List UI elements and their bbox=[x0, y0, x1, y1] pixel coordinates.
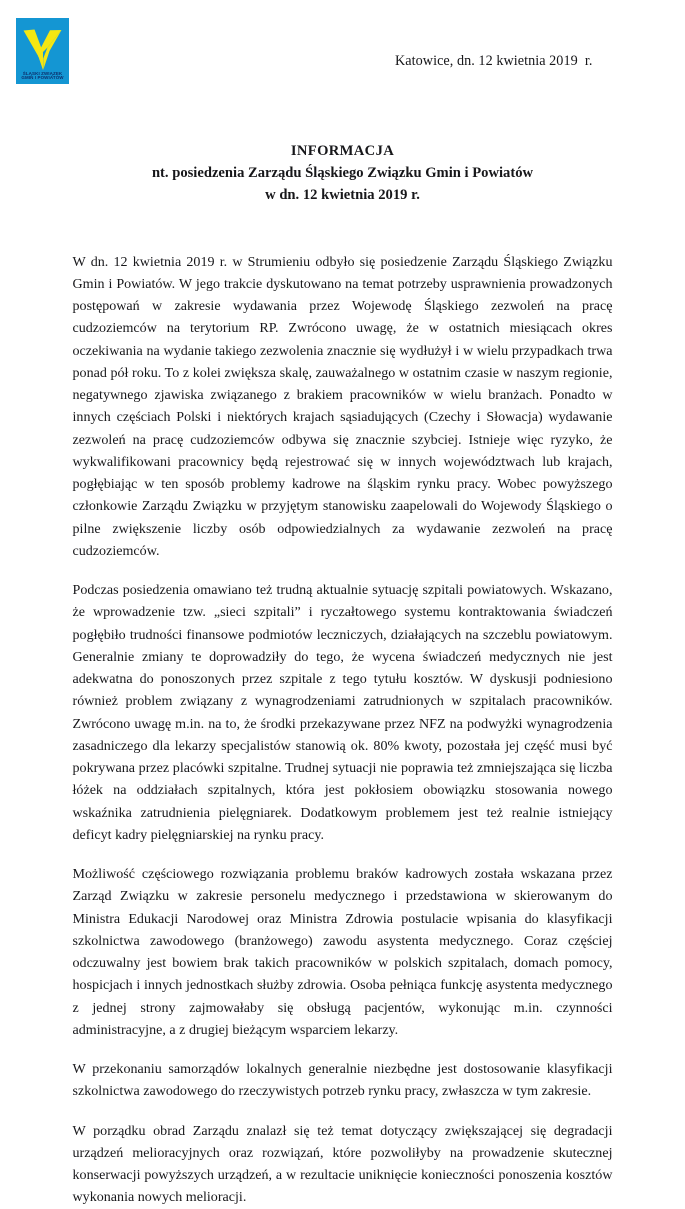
body-paragraph: W przekonaniu samorządów lokalnych generalnie niezbędne jest dostosowanie klasyfikacji szkolnictwa zawodowego do rzeczywistych potrzeb rynku pracy, zwłaszcza w tym zakresie. bbox=[72, 1061, 613, 1100]
title-line-subject: nt. posiedzenia Zarządu Śląskiego Związku Gmin i Powiatów bbox=[151, 165, 534, 182]
title-line-date: w dn. 12 kwietnia 2019 r. bbox=[265, 187, 420, 204]
organization-logo bbox=[16, 18, 69, 84]
title-line-informacja: INFORMACJA bbox=[290, 143, 395, 159]
document-header bbox=[0, 0, 685, 112]
logo-caption-line-2: GMIN I POWIATÓW bbox=[21, 75, 64, 81]
place-and-date: Katowice, dn. 12 kwietnia 2019 r. bbox=[395, 53, 593, 69]
document-title bbox=[73, 112, 613, 207]
body-paragraph: W porządku obrad Zarządu znalazł się też temat dotyczący zwiększającej się degradacji urządzeń melioracyjnych oraz rozwiązań, które pozwoliłyby na prowadzenie skutecznej konserwacji powyższych urządzeń, a w rezultacie uniknięcie konieczności ponoszenia kosztów wykonania nowych melioracji. bbox=[72, 1122, 613, 1206]
body-paragraph: W dn. 12 kwietnia 2019 r. w Strumieniu odbyło się posiedzenie Zarządu Śląskiego Związku Gmin i Powiatów. W jego trakcie dyskutowano na temat potrzeby usprawnienia prowadzonych postępowań w zakresie wydawania przez Wojewodę Śląskiego zezwoleń na pracę cudzoziemców na terytorium RP. Zwrócono uwagę, że w ostatnich miesiącach okres oczekiwania na wydanie takiego zezwolenia znacznie się wydłużył i w wielu przypadkach trwa ponad pół roku. To z kolei zwiększa skalę, zauważalnego w ostatnim czasie w naszym regionie, negatywnego zjawiska związanego z brakiem pracowników w wielu branżach. Ponadto w innych częściach Polski i niektórych krajach sąsiadujących (Czechy i Słowacja) wydawanie zezwoleń na pracę cudzoziemców odbywa się znacznie szybciej. Istnieje więc ryzyko, że wykwalifikowani pracownicy będą rejestrować się w innych województwach lub krajach, pogłębiając w ten sposób problemy kadrowe na śląskim rynku pracy. Wobec powyższego członkowie Zarządu Związku w przyjętym stanowisku zaapelowali do Wojewody Śląskiego o pilne zwiększenie liczby osób odpowiedzialnych za wydawanie zezwoleń na pracę cudzoziemców. bbox=[72, 253, 613, 559]
logo-caption-line-1: ŚLĄSKI ZWIĄZEK bbox=[22, 70, 63, 76]
body-paragraph: Podczas posiedzenia omawiano też trudną aktualnie sytuację szpitali powiatowych. Wskazano, że wprowadzenie tzw. „sieci szpitali” i ryczałtowego systemu kontraktowania świadczeń pogłębiło trudności finansowe podmiotów leczniczych, działających na szczeblu powiatowym. Generalnie zmiany te doprowadziły do tego, że wycena świadczeń medycznych nie jest adekwatna do ponoszonych przez szpitale z tego tytułu kosztów. W dyskusji podniesiono również problem związany z wynagrodzeniami zatrudnionych w szpitalach pracowników. Zwrócono uwagę m.in. na to, że środki przekazywane przez NFZ na podwyżki wynagrodzenia zasadniczego dla lekarzy specjalistów stanowią ok. 80% kwoty, pozostała jej część musi być pokrywana przez placówki szpitalne. Trudnej sytuacji nie poprawia też zmniejszająca się liczba łóżek na oddziałach szpitalnych, która jest pokłosiem obowiązku stosowania nowego wskaźnika zatrudnienia pielęgniarek. Dodatkowym problemem jest też realnie istniejący deficyt kadry pielęgniarskiej na rynku pracy. bbox=[72, 582, 613, 843]
body-paragraph: Możliwość częściowego rozwiązania problemu braków kadrowych została wskazana przez Zarząd Związku w zakresie personelu medycznego i przedstawiona w skierowanym do Ministra Edukacji Narodowej oraz Ministra Zdrowia postulacie wpisania do klasyfikacji szkolnictwa zawodowego (branżowego) zawodu asystenta medycznego. Coraz częściej odczuwalny jest bowiem brak takich pracowników w polskich szpitalach, domach pomocy, hospicjach i innych jednostkach służby zdrowia. Osoba pełniąca funkcję asystenta medycznego z jednej strony zajmowałaby się obsługą pacjentów, wykonując m.in. czynności administracyjne, a z drugiej bieżącym wsparciem lekarzy. bbox=[72, 866, 613, 1038]
logo-caption bbox=[16, 72, 69, 82]
document-body bbox=[73, 207, 613, 1209]
